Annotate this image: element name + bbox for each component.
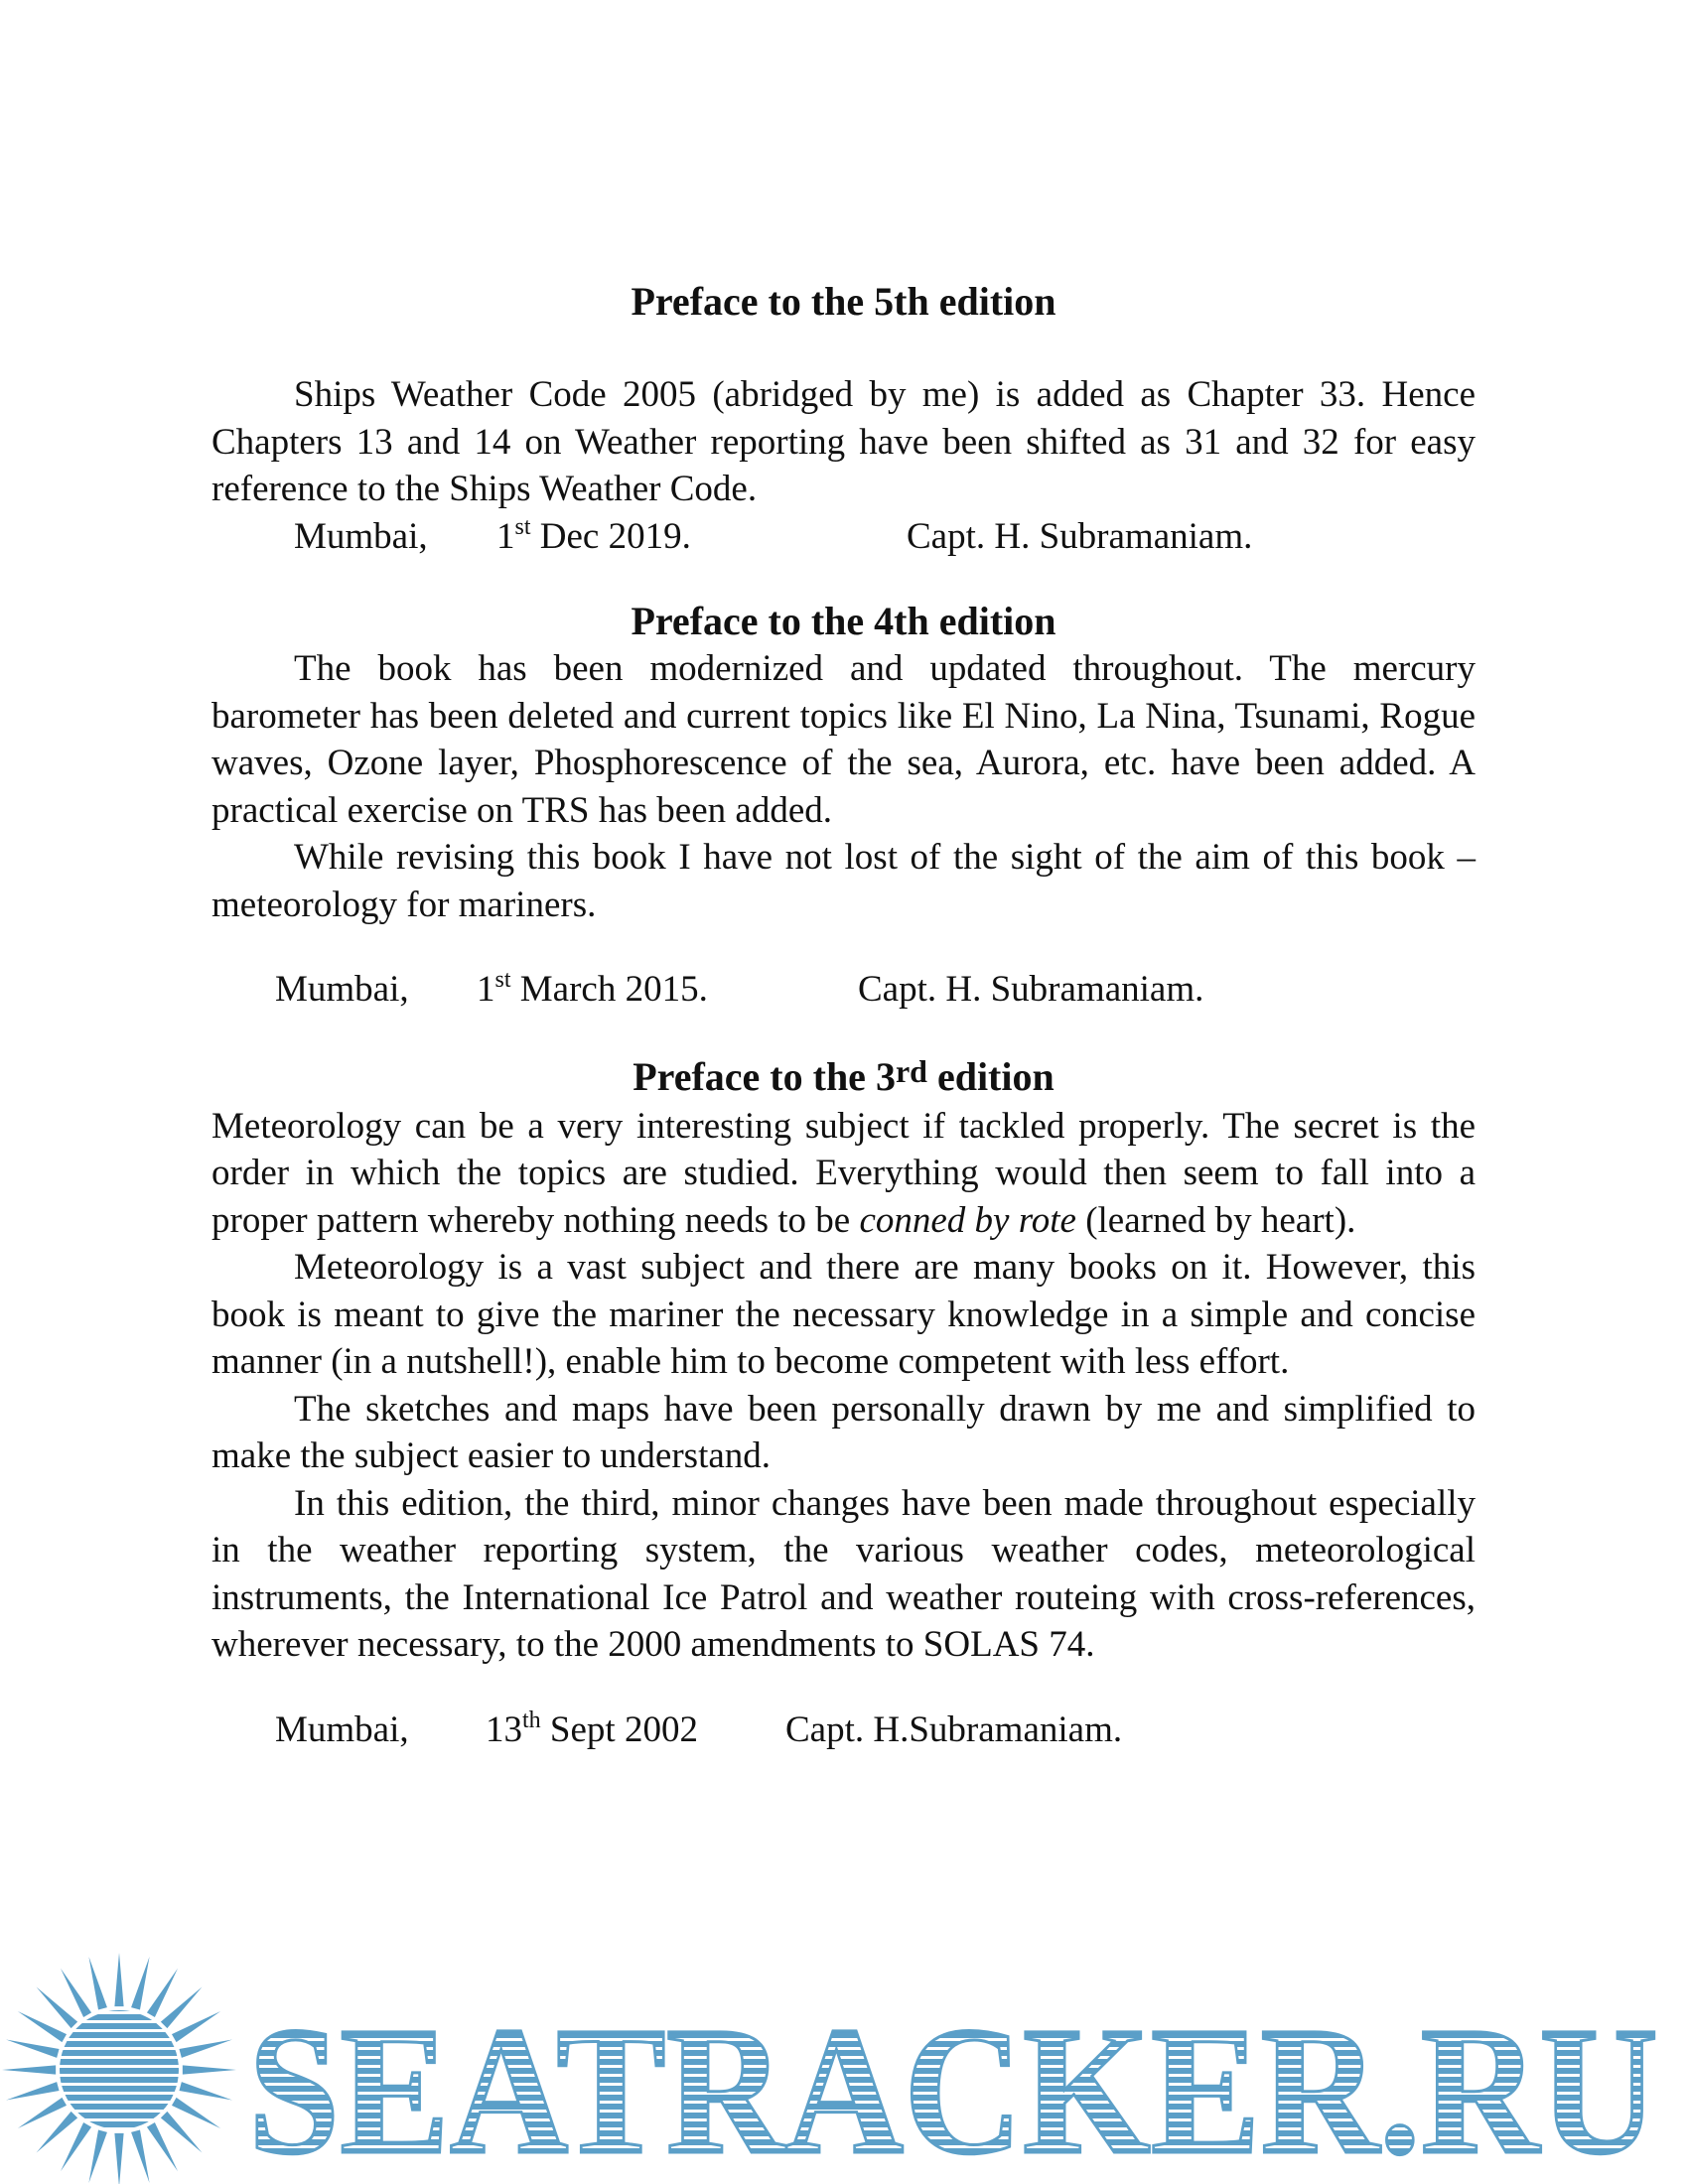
heading-text-post: edition xyxy=(926,1053,1055,1099)
preface-4-para-1: The book has been modernized and updated throughout. The mercury barometer has been deleted and current topics like El Nino, La Nina, Tsunami, Rogue waves, Ozone layer, Phosphorescence of the sea, Aurora, etc. have been added. A practical exercise on TRS has been added. xyxy=(211,648,1476,831)
sun-ray xyxy=(18,2011,67,2042)
sun-rays-icon xyxy=(2,1953,236,2184)
sun-ray xyxy=(161,2112,203,2153)
signature-ordinal: th xyxy=(522,1706,541,1733)
sun-ray xyxy=(114,2133,123,2184)
heading-ordinal: rd xyxy=(895,1052,927,1089)
sun-ray xyxy=(37,1987,78,2029)
signature-date-rest: Sept 2002 xyxy=(540,1708,698,1750)
signature-day: 1 xyxy=(477,969,495,1010)
watermark xyxy=(0,1916,1688,2184)
sun-ray xyxy=(6,2082,60,2100)
preface-4-para-2: While revising this book I have not lost of the sight of the aim of this book – meteorology for mariners. xyxy=(211,837,1476,925)
sun-ray xyxy=(183,2065,236,2074)
watermark-text: SEATRACKER.RU xyxy=(248,1989,1658,2184)
preface-3-para-3: The sketches and maps have been personally drawn by me and simplified to make the subject easier to understand. xyxy=(211,1388,1476,1476)
sun-ray xyxy=(131,1957,149,2010)
sun-ray xyxy=(114,1953,123,2006)
para-text: Meteorology can be a very interesting subject if tackled properly. The secret is the order in which the topics are studied. Everything would then seem to fall into a proper pattern whereby nothing needs to be xyxy=(211,1105,1476,1241)
sun-ray xyxy=(18,2098,67,2128)
signature-day: 13 xyxy=(486,1708,522,1750)
para-emphasis: conned by rote xyxy=(859,1199,1076,1241)
sun-ray xyxy=(37,2112,78,2153)
preface-3-para-1 xyxy=(211,1103,1476,1245)
preface-5-signature xyxy=(211,513,1476,561)
preface-3-signature xyxy=(211,1706,1476,1754)
sun-ray xyxy=(179,2082,232,2100)
preface-3-para-4: In this edition, the third, minor changes have been made throughout especially in the weather reporting system, the various weather codes, meteorological instruments, the International Ice Patrol and weather routeing with cross-references, wherever necessary, to the 2000 amendments to SOLAS 74. xyxy=(211,1482,1476,1665)
sun-ray xyxy=(172,2098,220,2128)
sun-ray xyxy=(131,2129,149,2183)
signature-ordinal: st xyxy=(494,967,511,993)
sun-ray xyxy=(179,2039,232,2057)
preface-3-heading xyxy=(211,1053,1476,1103)
sun-ray xyxy=(147,1969,178,2017)
sun-ray xyxy=(2,2065,56,2074)
signature-date xyxy=(496,513,691,561)
signature-ordinal: st xyxy=(514,513,531,540)
heading-number: 3 xyxy=(875,1053,896,1099)
para-text-end: (learned by heart). xyxy=(1075,1199,1356,1241)
sun-ray xyxy=(147,2122,178,2171)
signature-author: Capt. H. Subramaniam. xyxy=(858,969,1204,1010)
sun-ray xyxy=(6,2039,60,2057)
preface-5-body: Ships Weather Code 2005 (abridged by me) is added as Chapter 33. Hence Chapters 13 and 14 on Weather reporting have been shifted as 31 and 32 for easy reference to the Ships Weather Code. xyxy=(211,374,1476,509)
signature-place: Mumbai, xyxy=(294,515,428,557)
signature-place: Mumbai, xyxy=(275,969,409,1010)
signature-date xyxy=(486,1706,698,1754)
watermark-graphic xyxy=(0,1916,1688,2184)
preface-4-heading: Preface to the 4th edition xyxy=(631,599,1056,643)
sun-ray xyxy=(172,2011,220,2042)
signature-place: Mumbai, xyxy=(275,1708,409,1750)
signature-author: Capt. H.Subramaniam. xyxy=(785,1708,1123,1750)
signature-day: 1 xyxy=(496,515,515,557)
sun-ray xyxy=(61,2122,91,2171)
page-content xyxy=(211,278,1476,1753)
sun-ray xyxy=(88,1957,106,2010)
preface-4-signature xyxy=(211,966,1476,1014)
sun-ray xyxy=(88,2129,106,2183)
signature-author: Capt. H. Subramaniam. xyxy=(907,515,1253,557)
preface-5-heading: Preface to the 5th edition xyxy=(631,279,1056,324)
signature-date-rest: March 2015. xyxy=(510,969,708,1010)
heading-text-pre: Preface to the xyxy=(633,1053,876,1099)
signature-date xyxy=(477,966,708,1014)
preface-3-para-2: Meteorology is a vast subject and there are many books on it. However, this book is meant to give the mariner the necessary knowledge in a simple and concise manner (in a nutshell!), enable him to become competent with less effort. xyxy=(211,1247,1476,1382)
signature-date-rest: Dec 2019. xyxy=(530,515,691,557)
sun-ray xyxy=(161,1987,203,2029)
sun-ray xyxy=(61,1969,91,2017)
